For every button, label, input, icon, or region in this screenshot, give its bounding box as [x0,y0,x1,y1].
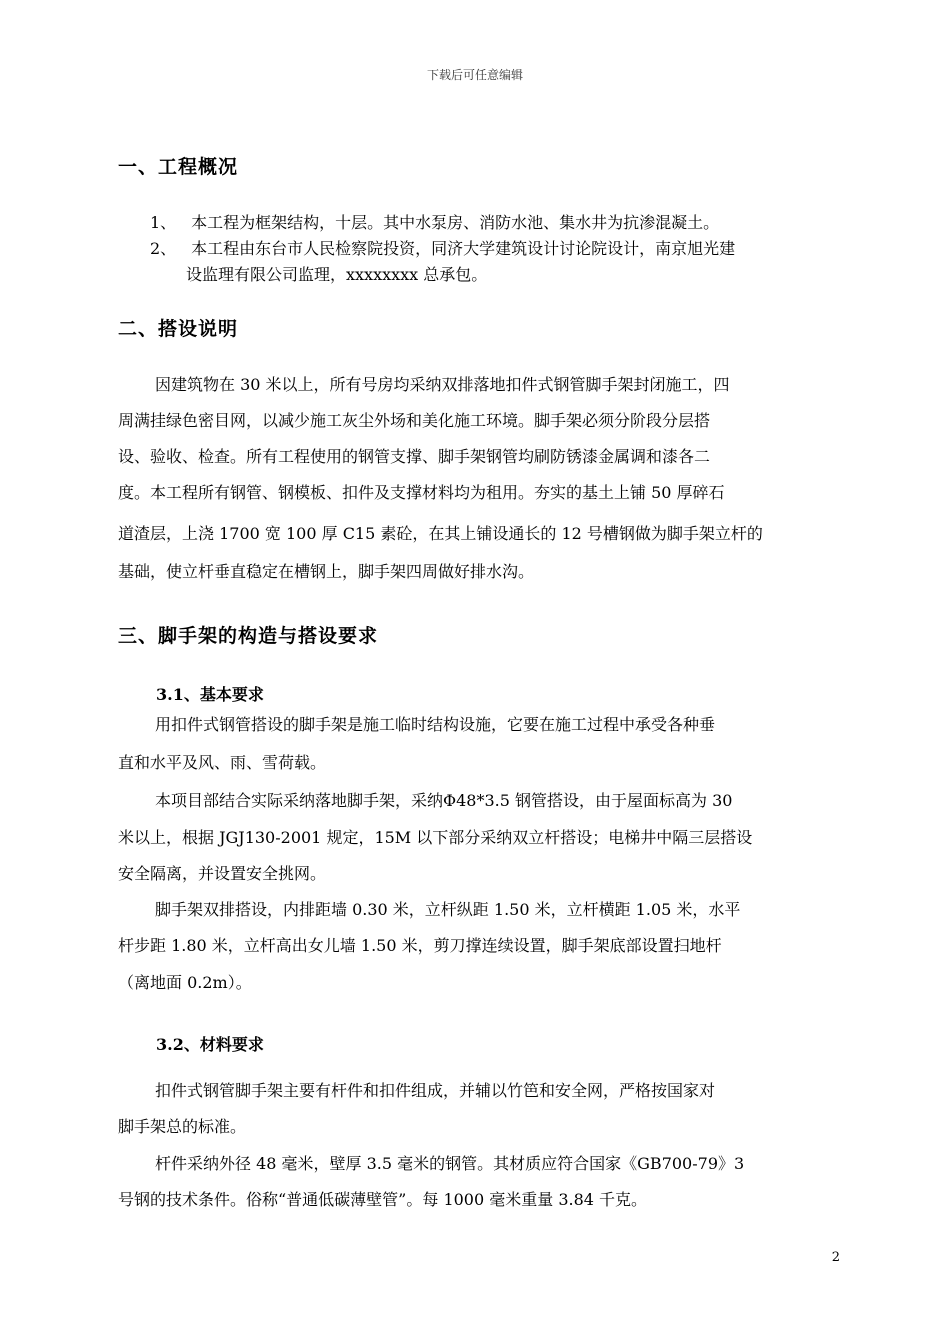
s1-item-2-text-line-1: 本工程由东台市人民检察院投资，同济大学建筑设计讨论院设计，南京旭光建 [191,239,736,258]
s31-p1-line-2: 直和水平及风、雨、雪荷载。 [118,753,327,772]
header-note: 下载后可任意编辑 [426,68,523,82]
s2-line-5: 道渣层，上浇 1700 宽 100 厚 C15 素砼，在其上铺设通长的 12 号槽钢做为脚手架立杆的 [118,524,763,543]
page-number: 2 [831,1250,840,1265]
s1-item-2 [150,239,735,259]
s1-item-1-text: 本工程为框架结构，十层。其中水泵房、消防水池、集水井为抗渗混凝土。 [191,213,720,232]
section-1-heading: 一、工程概况 [118,156,239,178]
s2-line-1: 因建筑物在 30 米以上，所有号房均采纳双排落地扣件式钢管脚手架封闭施工，四 [155,375,730,394]
s1-item-1-num: 1、 [150,213,177,232]
section-3-heading: 三、脚手架的构造与搭设要求 [118,625,379,647]
s2-line-6: 基础，使立杆垂直稳定在槽钢上，脚手架四周做好排水沟。 [118,562,535,581]
s32-p1-line-1: 扣件式钢管脚手架主要有杆件和扣件组成，并辅以竹笆和安全网，严格按国家对 [155,1081,716,1100]
s32-p2-line-2: 号钢的技术条件。俗称“普通低碳薄壁管”。每 1000 毫米重量 3.84 千克。 [118,1190,648,1209]
s2-line-2: 周满挂绿色密目网，以减少施工灰尘外场和美化施工环境。脚手架必须分阶段分层搭 [118,411,711,430]
s1-item-2-num: 2、 [150,239,177,258]
s1-item-2-text-line-2: 设监理有限公司监理，xxxxxxxx 总承包。 [186,265,488,284]
s32-p1-line-2: 脚手架总的标准。 [118,1117,247,1136]
s31-p2-line-3: 安全隔离，并设置安全挑网。 [118,864,327,883]
s2-line-3: 设、验收、检查。所有工程使用的钢管支撑、脚手架钢管均刷防锈漆金属调和漆各二 [118,447,711,466]
s31-p2-line-2: 米以上，根据 JGJ130-2001 规定，15M 以下部分采纳双立杆搭设；电梯井中隔三层搭设 [118,828,753,847]
s32-p2-line-1: 杆件采纳外径 48 毫米，壁厚 3.5 毫米的钢管。其材质应符合国家《GB700-79》3 [155,1154,745,1173]
section-2-heading: 二、搭设说明 [118,318,239,340]
s31-p3-line-3: （离地面 0.2m）。 [118,973,252,992]
s31-p3-line-1: 脚手架双排搭设，内排距墙 0.30 米，立杆纵距 1.50 米，立杆横距 1.05 米，水平 [155,900,741,919]
subsection-3-2-heading: 3.2、材料要求 [156,1035,264,1054]
s31-p2-line-1: 本项目部结合实际采纳落地脚手架，采纳Φ48*3.5 钢管搭设，由于屋面标高为 30 [155,791,733,810]
s31-p1-line-1: 用扣件式钢管搭设的脚手架是施工临时结构设施，它要在施工过程中承受各种垂 [155,715,716,734]
s2-line-4: 度。本工程所有钢管、钢模板、扣件及支撑材料均为租用。夯实的基土上铺 50 厚碎石 [118,483,725,502]
subsection-3-1-heading: 3.1、基本要求 [156,685,264,704]
s1-item-1 [150,213,719,233]
s31-p3-line-2: 杆步距 1.80 米，立杆高出女儿墙 1.50 米，剪刀撑连续设置，脚手架底部设置扫地杆 [118,936,722,955]
